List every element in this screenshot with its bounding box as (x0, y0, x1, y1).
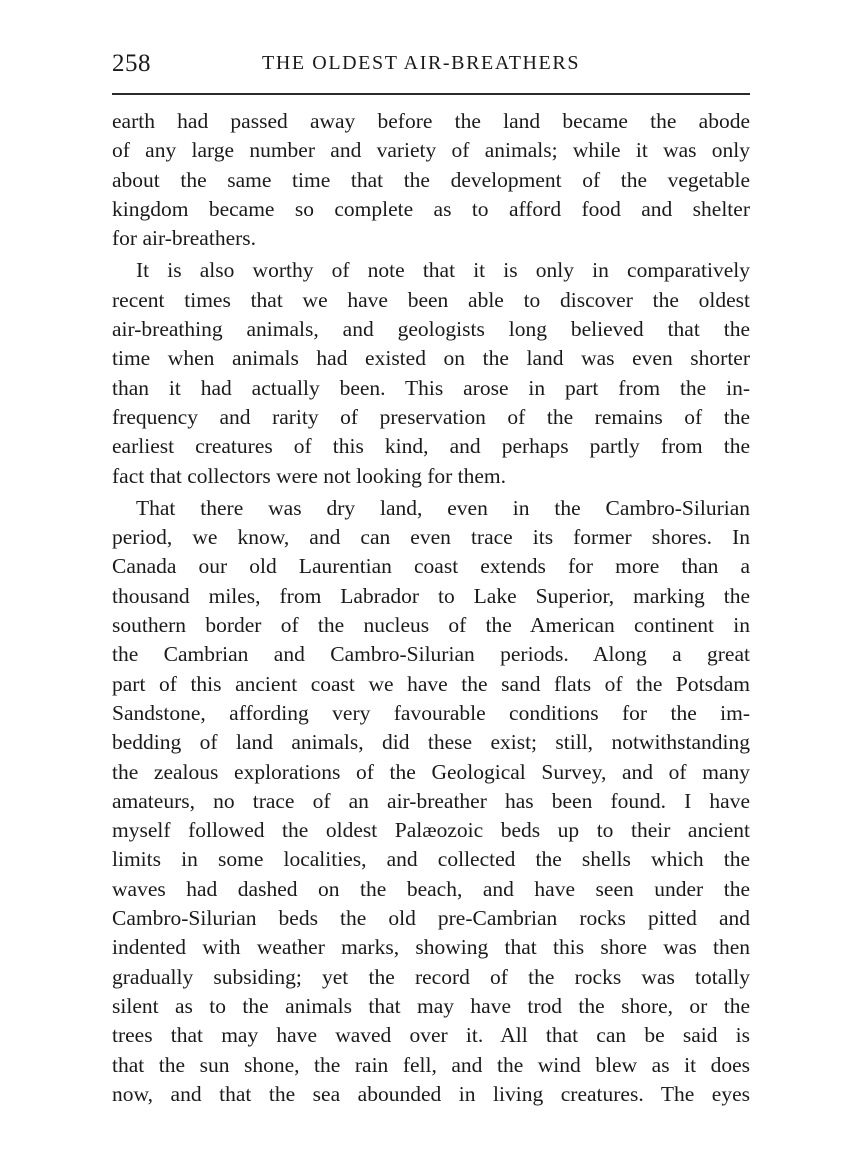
text-line: myself followed the oldest Palæozoic beds up to their ancient (112, 818, 750, 843)
text-line: part of this ancient coast we have the sand flats of the Potsdam (112, 671, 750, 696)
paragraph-3 (112, 494, 750, 1109)
text-line: limits in some localities, and collected the shells which the (112, 847, 750, 872)
text-line: thousand miles, from Labrador to Lake Superior, marking the (112, 583, 750, 608)
text-line: gradually subsiding; yet the record of the rocks was totally (112, 964, 750, 989)
text-line: Sandstone, affording very favourable conditions for the im- (112, 700, 750, 725)
text-line: trees that may have waved over it. All that can be said is (112, 1023, 750, 1048)
paragraph-1 (112, 107, 750, 253)
text-line: frequency and rarity of preservation of the remains of the (112, 404, 750, 429)
text-line: It is also worthy of note that it is only in comparatively (136, 258, 750, 283)
text-line: that the sun shone, the rain fell, and the wind blew as it does (112, 1052, 750, 1077)
text-line: Canada our old Laurentian coast extends for more than a (112, 554, 750, 579)
page-number: 258 (112, 50, 151, 77)
text-line: southern border of the nucleus of the American continent in (112, 613, 750, 638)
text-line: Cambro-Silurian beds the old pre-Cambrian rocks pitted and (112, 906, 750, 931)
text-line: earliest creatures of this kind, and perhaps partly from the (112, 434, 750, 459)
text-line: recent times that we have been able to discover the oldest (112, 287, 750, 312)
text-line: That there was dry land, even in the Cambro-Silurian (136, 495, 750, 520)
text-line: air-breathing animals, and geologists long believed that the (112, 317, 750, 342)
text-line: period, we know, and can even trace its former shores. In (112, 525, 750, 550)
body-text (112, 107, 750, 1112)
text-line: silent as to the animals that may have trod the shore, or the (112, 993, 750, 1018)
text-line: of any large number and variety of animals; while it was only (112, 138, 750, 163)
running-title: THE OLDEST AIR-BREATHERS (262, 52, 581, 74)
text-line: than it had actually been. This arose in part from the in- (112, 375, 750, 400)
text-line: kingdom became so complete as to afford food and shelter (112, 196, 750, 221)
header-rule (112, 93, 750, 95)
running-head (112, 46, 750, 82)
text-line: time when animals had existed on the land was even shorter (112, 346, 750, 371)
text-line: now, and that the sea abounded in living creatures. The eyes (112, 1081, 750, 1106)
text-line: the Cambrian and Cambro-Silurian periods. Along a great (112, 642, 750, 667)
text-line: bedding of land animals, did these exist; still, notwithstanding (112, 730, 750, 755)
paragraph-2 (112, 256, 750, 490)
text-line: about the same time that the development of the vegetable (112, 167, 750, 192)
text-line: amateurs, no trace of an air-breather has been found. I have (112, 788, 750, 813)
text-line: waves had dashed on the beach, and have seen under the (112, 876, 750, 901)
text-line: for air-breathers. (112, 226, 257, 251)
text-line: indented with weather marks, showing that this shore was then (112, 935, 750, 960)
text-line: earth had passed away before the land became the abode (112, 109, 750, 133)
text-line: the zealous explorations of the Geological Survey, and of many (112, 759, 750, 784)
text-line: fact that collectors were not looking for them. (112, 463, 507, 488)
